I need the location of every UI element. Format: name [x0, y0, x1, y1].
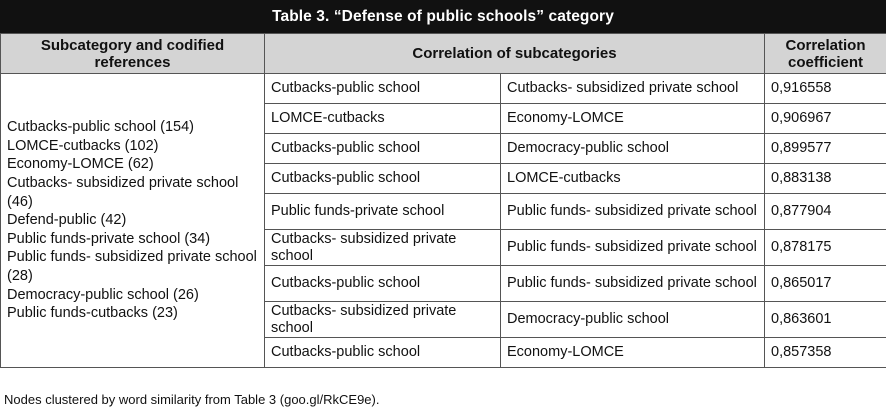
cell-subcategory-a: Cutbacks- subsidized private school [265, 230, 501, 266]
list-item: Public funds- subsidized private school (28) [7, 249, 257, 284]
cell-subcategory-a: Cutbacks-public school [265, 74, 501, 104]
cell-subcategory-a: Public funds-private school [265, 194, 501, 230]
cell-subcategory-b: Economy-LOMCE [501, 104, 765, 134]
subcategory-list [7, 118, 258, 323]
cell-coefficient: 0,877904 [765, 194, 886, 230]
list-item: Democracy-public school (26) [7, 286, 199, 303]
header-coefficient: Correlation coefficient [765, 34, 886, 74]
table-title: Table 3. “Defense of public schools” category [0, 0, 886, 33]
cell-subcategory-b: Cutbacks- subsidized private school [501, 74, 765, 104]
cell-coefficient: 0,878175 [765, 230, 886, 266]
cell-subcategory-b: Public funds- subsidized private school [501, 230, 765, 266]
cell-subcategory-a: Cutbacks-public school [265, 134, 501, 164]
list-item: Cutbacks- subsidized private school (46) [7, 175, 239, 210]
cell-subcategory-a: Cutbacks- subsidized private school [265, 302, 501, 338]
cell-subcategory-b: Public funds- subsidized private school [501, 194, 765, 230]
list-item: Economy-LOMCE (62) [7, 156, 154, 173]
table-row [1, 74, 886, 104]
cell-subcategory-a: Cutbacks-public school [265, 164, 501, 194]
cell-subcategory-a: LOMCE-cutbacks [265, 104, 501, 134]
cell-subcategory-b: Democracy-public school [501, 134, 765, 164]
cell-subcategory-b: Economy-LOMCE [501, 338, 765, 368]
cell-coefficient: 0,865017 [765, 266, 886, 302]
table-note: Nodes clustered by word similarity from Table 3 (goo.gl/RkCE9e). [4, 392, 380, 407]
cell-subcategory-b: LOMCE-cutbacks [501, 164, 765, 194]
header-subcategory: Subcategory and codified references [1, 34, 265, 74]
list-item: Defend-public (42) [7, 212, 127, 229]
cell-coefficient: 0,916558 [765, 74, 886, 104]
cell-coefficient: 0,883138 [765, 164, 886, 194]
cell-coefficient: 0,899577 [765, 134, 886, 164]
list-item: Public funds-private school (34) [7, 230, 211, 247]
cell-subcategory-a: Cutbacks-public school [265, 338, 501, 368]
cell-subcategory-b: Democracy-public school [501, 302, 765, 338]
cell-subcategory-a: Cutbacks-public school [265, 266, 501, 302]
subcategory-list-cell [1, 74, 265, 368]
cell-coefficient: 0,857358 [765, 338, 886, 368]
list-item: Public funds-cutbacks (23) [7, 305, 178, 322]
cell-coefficient: 0,906967 [765, 104, 886, 134]
list-item: LOMCE-cutbacks (102) [7, 137, 159, 154]
header-correlation: Correlation of subcategories [265, 34, 765, 74]
correlation-table [0, 33, 886, 368]
list-item: Cutbacks-public school (154) [7, 119, 194, 136]
cell-coefficient: 0,863601 [765, 302, 886, 338]
cell-subcategory-b: Public funds- subsidized private school [501, 266, 765, 302]
